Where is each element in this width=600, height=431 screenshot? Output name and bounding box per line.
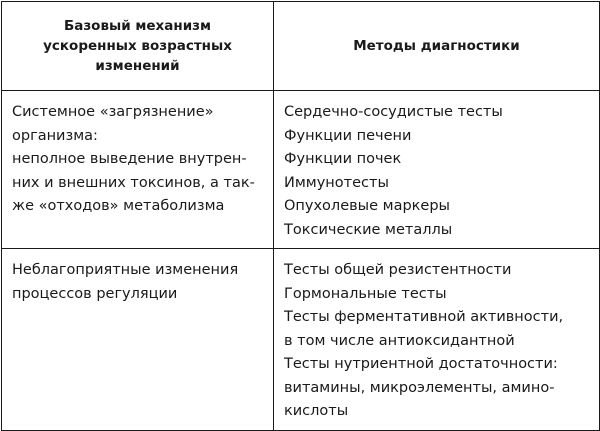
table-header-row	[2, 2, 600, 91]
cell-line: Гормональные тесты	[284, 285, 447, 302]
cell-line: Тесты общей резистентности	[284, 262, 512, 278]
header-line: Методы диагностики	[353, 38, 520, 54]
cell-line: Токсические металлы	[284, 221, 453, 238]
cell-line: Функции печени	[284, 127, 412, 144]
cell-line: Неблагоприятные изменения	[12, 262, 239, 278]
header-mechanism	[2, 2, 274, 91]
table-row	[2, 249, 600, 431]
cell-line: неполное выведение внутрен-	[12, 151, 247, 167]
header-line: Базовый механизм	[63, 18, 212, 34]
diagnostics-table	[1, 1, 600, 431]
cell-line: них и внешних токсинов, а так-	[12, 174, 255, 191]
cell-line: витамины, микроэлементы, амино-	[284, 379, 555, 396]
cell-line: же «отходов» метаболизма	[12, 198, 225, 214]
cell-line: Функции почек	[284, 151, 402, 167]
cell-line: Сердечно-сосудистые тесты	[284, 104, 503, 120]
cell-line: процессов регуляции	[12, 285, 178, 302]
cell-line: кислоты	[284, 403, 349, 419]
cell-line: Иммунотесты	[284, 174, 389, 191]
cell-line: Системное «загрязнение»	[12, 104, 214, 120]
cell-mechanism	[2, 249, 274, 431]
cell-line: организма:	[12, 127, 98, 144]
cell-line: Тесты нутриентной достаточности:	[284, 356, 558, 372]
table-row	[2, 91, 600, 249]
cell-methods	[274, 91, 600, 249]
cell-mechanism	[2, 91, 274, 249]
header-methods	[274, 2, 600, 91]
header-line: ускоренных возрастных	[43, 38, 232, 54]
cell-line: Опухолевые маркеры	[284, 198, 450, 214]
cell-line: в том числе антиоксидантной	[284, 332, 515, 349]
document-page	[0, 1, 600, 419]
header-line: изменений	[95, 58, 180, 74]
cell-methods	[274, 249, 600, 431]
cell-line: Тесты ферментативной активности,	[284, 309, 564, 325]
